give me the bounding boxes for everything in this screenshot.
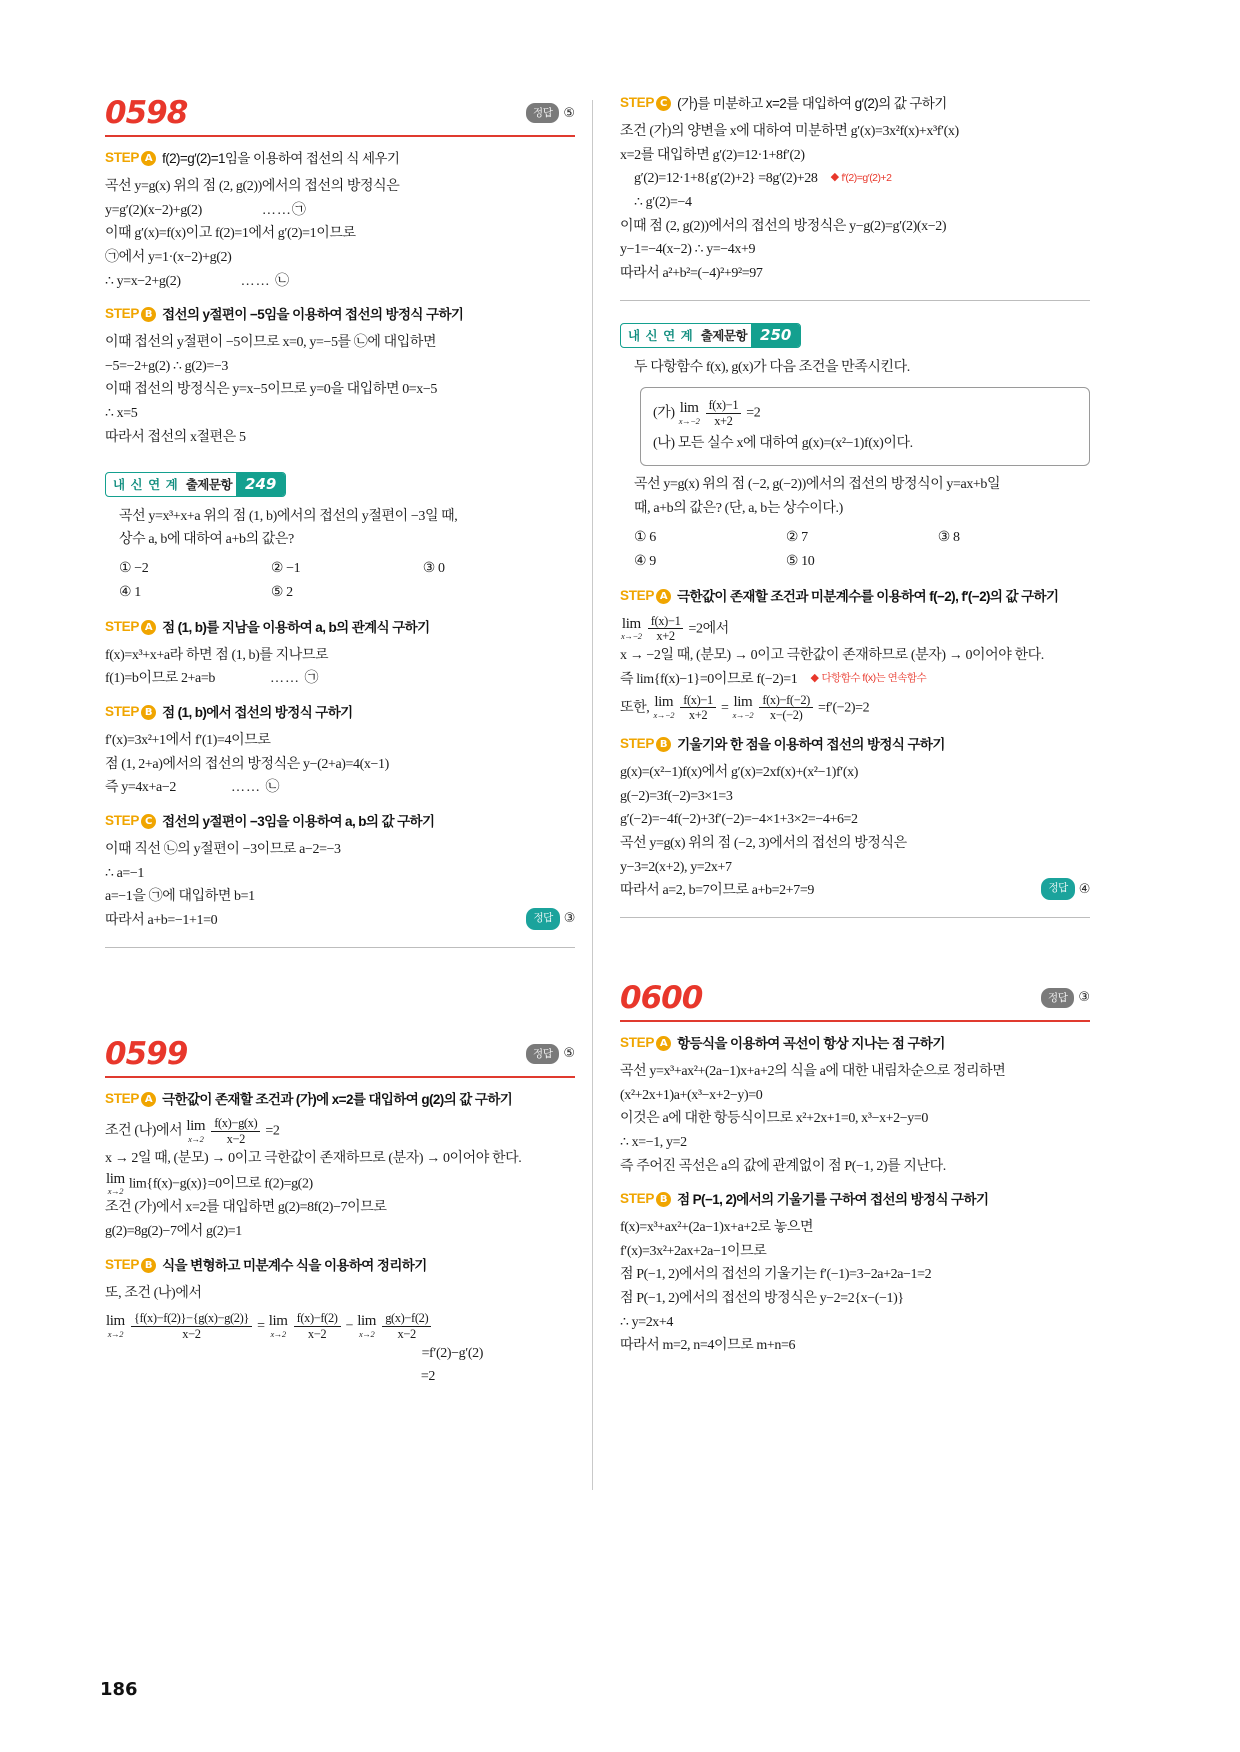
text-line: 따라서 m=2, n=4이므로 m+n=6 bbox=[620, 1338, 796, 1354]
step-word: STEP bbox=[620, 587, 655, 603]
step-tag bbox=[105, 1257, 156, 1273]
fraction: $\frac{f(x)-1}{x+2}$ bbox=[680, 693, 716, 724]
fraction: $\frac{f(x)-f(2)}{x-2}$ bbox=[294, 1311, 341, 1342]
step-b bbox=[105, 1257, 575, 1276]
answer-badge bbox=[526, 103, 575, 123]
naesin-body bbox=[634, 357, 1090, 575]
limit-operator: lim x→2 bbox=[357, 1313, 377, 1339]
section-rule bbox=[620, 917, 1090, 918]
text-line: x → −2일 때, (분모) → 0이고 극한값이 존재하므로 (분자) → 0이어야 한다. bbox=[620, 648, 1044, 664]
text-line: ∴ x=−1, y=2 bbox=[620, 1134, 687, 1150]
fraction: $\frac{g(x)-f(2)}{x-2}$ bbox=[382, 1311, 431, 1342]
problem-0598-header bbox=[105, 95, 575, 137]
answer-value: ③ bbox=[1078, 990, 1090, 1006]
answer-label: 정답 bbox=[526, 1044, 559, 1064]
step-badge: B bbox=[141, 705, 156, 720]
fraction: $\frac{f(x)-1}{x+2}$ bbox=[706, 398, 742, 429]
step-a bbox=[620, 588, 1090, 607]
step-title: 점 (1, b)에서 접선의 방정식 구하기 bbox=[162, 705, 353, 721]
fraction: $\frac{\{f(x)-f(2)\}-\{g(x)-g(2)\}}{x-2}$ bbox=[131, 1311, 252, 1342]
step-badge: B bbox=[141, 307, 156, 322]
fraction: $\frac{f(x)-g(x)}{x-2}$ bbox=[211, 1116, 260, 1147]
step-tag bbox=[620, 736, 671, 752]
text-line: y−3=2(x+2), y=2x+7 bbox=[620, 859, 732, 875]
question-line: 곡선 y=x³+x+a 위의 점 (1, b)에서의 접선의 y절편이 −3일 때, bbox=[119, 508, 458, 524]
text-line: 이때 접선의 방정식은 y=x−5이므로 y=0을 대입하면 0=x−5 bbox=[105, 382, 437, 398]
naesin-tag-2: 출제문항 bbox=[185, 478, 233, 492]
problem-number: 0600 bbox=[620, 979, 703, 1016]
step-tag bbox=[105, 813, 156, 829]
step-tag bbox=[105, 306, 156, 322]
limit-operator: lim x→−2 bbox=[732, 694, 754, 721]
text-line: 곡선 y=x³+ax²+(2a−1)x+a+2의 식을 a에 대한 내림차순으로 정리하면 bbox=[620, 1063, 1006, 1079]
answer-label: 정답 bbox=[1041, 988, 1074, 1008]
step-title: 식을 변형하고 미분계수 식을 이용하여 정리하기 bbox=[162, 1257, 427, 1273]
text-line: x=2를 대입하면 g′(2)=12·1+8f′(2) bbox=[620, 147, 805, 163]
naesin-header bbox=[620, 323, 801, 348]
step-a bbox=[105, 150, 575, 169]
step-word: STEP bbox=[620, 95, 655, 110]
step-word: STEP bbox=[105, 1090, 140, 1106]
choice-item[interactable]: ⑤ 10 bbox=[785, 554, 815, 570]
text-line: 이때 접선의 y절편이 −5이므로 x=0, y=−5를 ㉡에 대입하면 bbox=[105, 335, 437, 351]
text-line: f(x)=x³+x+a라 하면 점 (1, b)를 지나므로 bbox=[105, 647, 329, 663]
step-tag bbox=[620, 1035, 671, 1051]
text-line: 조건 (가)에서 x=2를 대입하면 g(2)=8f(2)−7이므로 bbox=[105, 1200, 387, 1216]
text-line: 또한, lim x→−2 $\frac{f(x)-1}{x+2}$ = lim x→−2 $\frac{f(x)-f(-2)}{x-(-2)}$ =f′(−2)=2 bbox=[620, 692, 870, 723]
formula: 따라서 a=2, b=7이므로 a+b=2+7=9 bbox=[620, 883, 814, 899]
step-badge: A bbox=[141, 151, 156, 166]
limit-operator: lim x→−2 bbox=[653, 694, 675, 721]
step-c bbox=[105, 813, 575, 832]
step-tag bbox=[620, 1191, 671, 1207]
step-badge: B bbox=[141, 1258, 156, 1273]
limit-operator: lim x→2 bbox=[186, 1118, 206, 1145]
step-tag bbox=[105, 704, 156, 720]
step-badge: C bbox=[656, 96, 671, 111]
text-line: ∴ a=−1 bbox=[105, 865, 145, 881]
callout-text: 다항함수 f(x)는 연속함수 bbox=[821, 672, 927, 685]
step-tag bbox=[620, 95, 671, 111]
text-line bbox=[620, 669, 1090, 692]
problem-0600 bbox=[620, 980, 1090, 1358]
text-line: 이때 점 (2, g(2))에서의 접선의 방정식은 y−g(2)=g′(2)(x−2) bbox=[620, 218, 947, 234]
section-rule bbox=[620, 300, 1090, 301]
text-line: ∴ y=2x+4 bbox=[620, 1314, 673, 1330]
text-line: 따라서 접선의 x절편은 5 bbox=[105, 429, 246, 445]
text-line: 조건 (나)에서 lim x→2 $\frac{f(x)-g(x)}{x-2}$ =2 bbox=[105, 1116, 280, 1147]
formula: 즉 lim{f(x)−1}=0이므로 f(−2)=1 bbox=[620, 671, 798, 687]
step-badge: B bbox=[656, 1192, 671, 1207]
step-title: 점 (1, b)를 지남을 이용하여 a, b의 관계식 구하기 bbox=[162, 619, 430, 635]
callout-note bbox=[810, 670, 926, 688]
naesin-250 bbox=[620, 323, 1090, 918]
text-line: g(x)=(x²−1)f(x)에서 g′(x)=2xf(x)+(x²−1)f′(x) bbox=[620, 764, 859, 780]
answer-badge bbox=[1041, 878, 1090, 900]
formula: g′(2)=12·1+8{g′(2)+2} =8g′(2)+28 bbox=[634, 171, 818, 187]
left-column bbox=[105, 95, 575, 1390]
text-line: (x²+2x+1)a+(x³−x+2−y)=0 bbox=[620, 1087, 763, 1103]
naesin-tag-1: 내 신 연 계 bbox=[628, 329, 694, 344]
question-line: 때, a+b의 값은? (단, a, b는 상수이다.) bbox=[634, 501, 843, 517]
step-a bbox=[105, 619, 575, 638]
text-line bbox=[105, 1172, 575, 1197]
step-a bbox=[105, 1091, 575, 1110]
answer-badge bbox=[526, 908, 575, 930]
text-line: −5=−2+g(2) ∴ g(2)=−3 bbox=[105, 358, 228, 374]
marker: ……㉠ bbox=[261, 202, 307, 218]
step-badge: A bbox=[656, 589, 671, 604]
limit-operator: lim x→2 bbox=[106, 1170, 125, 1197]
text-line bbox=[105, 910, 575, 933]
text-line: f′(x)=3x²+1에서 f′(1)=4이므로 bbox=[105, 732, 271, 748]
fraction: $\frac{f(x)-f(-2)}{x-(-2)}$ bbox=[759, 693, 813, 724]
choice-item[interactable]: ① 6 bbox=[634, 529, 656, 545]
limit-operator: lim x→2 bbox=[268, 1313, 288, 1339]
marker: …… ㉡ bbox=[240, 273, 291, 289]
text-line: ㉠에서 y=1·(x−2)+g(2) bbox=[105, 249, 232, 265]
callout-note bbox=[831, 169, 892, 187]
step-b bbox=[620, 1191, 1090, 1210]
naesin-number: 249 bbox=[236, 473, 285, 496]
text-line: ∴ g′(2)=−4 bbox=[634, 194, 692, 210]
answer-badge bbox=[1041, 988, 1090, 1008]
formula: 따라서 a+b=−1+1=0 bbox=[105, 912, 218, 928]
choice-list bbox=[634, 526, 1090, 575]
choice-item[interactable]: ③ 8 bbox=[937, 529, 960, 545]
limit-operator: lim x→−2 bbox=[678, 400, 700, 426]
choice-list bbox=[119, 557, 575, 606]
step-badge: B bbox=[656, 737, 671, 752]
step-word: STEP bbox=[105, 812, 140, 828]
step-c bbox=[620, 95, 1090, 114]
naesin-number: 250 bbox=[751, 324, 800, 347]
answer-value: ③ bbox=[563, 911, 575, 927]
step-b bbox=[620, 736, 1090, 755]
step-title: (가)를 미분하고 x=2를 대입하여 g′(2)의 값 구하기 bbox=[677, 96, 947, 111]
text-line: g′(−2)=−4f(−2)+3f′(−2)=−4×1+3×2=−4+6=2 bbox=[620, 812, 858, 828]
step-a bbox=[620, 1035, 1090, 1054]
text-line: 이때 직선 ㉡의 y절편이 −3이므로 a−2=−3 bbox=[105, 841, 341, 857]
problem-0599-header bbox=[105, 1036, 575, 1078]
condition-label: (가) bbox=[653, 405, 675, 421]
step-title: 접선의 y절편이 −5임을 이용하여 접선의 방정식 구하기 bbox=[162, 307, 464, 323]
step-tag bbox=[105, 1091, 156, 1107]
text-line: 또, 조건 (나)에서 bbox=[105, 1285, 202, 1301]
formula: f(1)=b이므로 2+a=b bbox=[105, 671, 215, 687]
callout-text: f′(2)=g′(2)+2 bbox=[841, 171, 892, 184]
text-line: y−1=−4(x−2) ∴ y=−4x+9 bbox=[620, 242, 756, 258]
arrow-icon: ◆ bbox=[810, 671, 819, 684]
condition-a: (가) lim x→−2 $\frac{f(x)-1}{x+2}$ =2 bbox=[653, 398, 761, 429]
text-line: =f′(2)−g′(2) bbox=[421, 1345, 483, 1361]
step-word: STEP bbox=[105, 306, 140, 322]
question-line: 상수 a, b에 대하여 a+b의 값은? bbox=[119, 532, 294, 548]
problem-0598 bbox=[105, 95, 575, 450]
answer-value: ⑤ bbox=[563, 1046, 575, 1062]
marker: …… ㉠ bbox=[269, 671, 320, 687]
text-line bbox=[105, 668, 575, 691]
text-line: 이때 g′(x)=f(x)이고 f(2)=1에서 g′(2)=1이므로 bbox=[105, 226, 356, 242]
problem-number: 0598 bbox=[105, 95, 188, 131]
answer-value: ⑤ bbox=[563, 105, 575, 121]
text-line: ∴ x=5 bbox=[105, 406, 138, 422]
text-line: a=−1을 ㉠에 대입하면 b=1 bbox=[105, 889, 255, 905]
formula: ∴ y=x−2+g(2) bbox=[105, 273, 181, 289]
problem-0598-continued bbox=[620, 95, 1090, 301]
text-line bbox=[105, 777, 575, 800]
step-tag bbox=[105, 619, 156, 635]
step-title: 점 P(−1, 2)에서의 기울기를 구하여 접선의 방정식 구하기 bbox=[677, 1192, 989, 1208]
text-line: 점 P(−1, 2)에서의 접선의 기울기는 f′(−1)=3−2a+2a−1=2 bbox=[620, 1267, 932, 1283]
text-line: g(2)=8g(2)−7에서 g(2)=1 bbox=[105, 1223, 242, 1239]
right-column bbox=[620, 95, 1090, 1359]
condition-box bbox=[640, 387, 1090, 466]
problem-0600-header bbox=[620, 980, 1090, 1022]
naesin-body bbox=[119, 506, 575, 606]
condition-b: (나) 모든 실수 x에 대하여 g(x)=(x²−1)f(x)이다. bbox=[653, 435, 913, 451]
text-line bbox=[620, 880, 1090, 903]
text-line: 곡선 y=g(x) 위의 점 (2, g(2))에서의 접선의 방정식은 bbox=[105, 178, 400, 194]
step-title: 극한값이 존재할 조건과 미분계수를 이용하여 f(−2), f′(−2)의 값 구하기 bbox=[677, 588, 1059, 604]
step-word: STEP bbox=[105, 618, 140, 634]
limit-operator: lim x→2 bbox=[106, 1313, 125, 1339]
text-line bbox=[634, 168, 1090, 191]
naesin-tag-1: 내 신 연 계 bbox=[113, 478, 179, 492]
step-badge: A bbox=[656, 1036, 671, 1051]
step-word: STEP bbox=[620, 1034, 655, 1050]
text-line: lim x→2 $\frac{\{f(x)-f(2)\}-\{g(x)-g(2)\}}{x-2}$ = lim x→2 $\frac{f(x)-f(2)}{x-2}$ − lim x→2 $\frac{g(x)-f(2)}{x-2}$ bbox=[105, 1311, 575, 1342]
formula: y=g′(2)(x−2)+g(2) bbox=[105, 202, 202, 218]
step-badge: C bbox=[141, 814, 156, 829]
marker: …… ㉡ bbox=[230, 780, 281, 796]
step-b bbox=[105, 306, 575, 325]
text-line: 따라서 a²+b²=(−4)²+9²=97 bbox=[620, 265, 763, 281]
choice-item[interactable]: ③ 0 bbox=[422, 560, 445, 576]
text-line: x → 2일 때, (분모) → 0이고 극한값이 존재하므로 (분자) → 0이어야 한다. bbox=[105, 1150, 522, 1166]
limit-operator: lim x→−2 bbox=[621, 615, 642, 642]
choice-item[interactable]: ② −1 bbox=[270, 560, 301, 576]
step-word: STEP bbox=[620, 1191, 655, 1207]
choice-item[interactable]: ① −2 bbox=[119, 560, 149, 576]
formula: lim{f(x)−g(x)}=0이므로 f(2)=g(2) bbox=[128, 1176, 313, 1192]
step-badge: A bbox=[141, 1092, 156, 1107]
text-line: g(−2)=3f(−2)=3×1=3 bbox=[620, 788, 733, 804]
text-line: 즉 주어진 곡선은 a의 값에 관계없이 점 P(−1, 2)를 지난다. bbox=[620, 1158, 946, 1174]
choice-item[interactable]: ② 7 bbox=[785, 529, 808, 545]
step-word: STEP bbox=[105, 150, 140, 165]
step-title: 접선의 y절편이 −3임을 이용하여 a, b의 값 구하기 bbox=[162, 813, 435, 829]
fraction: $\frac{f(x)-1}{x+2}$ bbox=[648, 614, 684, 645]
choice-item[interactable]: ⑤ 2 bbox=[270, 585, 293, 601]
text-line: f′(x)=3x²+2ax+2a−1이므로 bbox=[620, 1243, 767, 1259]
formula: 조건 (나)에서 bbox=[105, 1123, 183, 1139]
naesin-header bbox=[105, 472, 286, 497]
text-line: 점 (1, 2+a)에서의 접선의 방정식은 y−(2+a)=4(x−1) bbox=[105, 756, 389, 772]
text-line bbox=[105, 271, 575, 294]
problem-number: 0599 bbox=[105, 1035, 188, 1072]
question-line: 곡선 y=g(x) 위의 점 (−2, g(−2))에서의 접선의 방정식이 y=ax+b일 bbox=[634, 477, 1001, 493]
naesin-tag-2: 출제문항 bbox=[700, 329, 748, 344]
step-tag bbox=[105, 150, 156, 166]
answer-value: ④ bbox=[1078, 881, 1090, 897]
page-number: 186 bbox=[100, 1679, 138, 1700]
step-word: STEP bbox=[105, 704, 140, 720]
question-intro: 두 다항함수 f(x), g(x)가 다음 조건을 만족시킨다. bbox=[634, 359, 910, 375]
formula: 또한, bbox=[620, 699, 650, 715]
choice-item[interactable]: ④ 9 bbox=[634, 554, 656, 570]
choice-item[interactable]: ④ 1 bbox=[119, 585, 141, 601]
step-b bbox=[105, 704, 575, 723]
section-rule bbox=[105, 947, 575, 948]
arrow-icon: ◆ bbox=[830, 171, 839, 184]
text-line: =2 bbox=[420, 1369, 435, 1385]
text-line: 조건 (가)의 양변을 x에 대하여 미분하면 g′(x)=3x²f(x)+x³f′(x) bbox=[620, 123, 959, 139]
text-line: 이것은 a에 대한 항등식이므로 x²+2x+1=0, x³−x+2−y=0 bbox=[620, 1111, 928, 1127]
text-line: lim x→−2 $\frac{f(x)-1}{x+2}$ =2에서 bbox=[621, 613, 729, 644]
answer-badge bbox=[526, 1044, 575, 1064]
answer-label: 정답 bbox=[1041, 878, 1074, 900]
answer-label: 정답 bbox=[526, 103, 559, 123]
problem-0599 bbox=[105, 1036, 575, 1389]
answer-label: 정답 bbox=[526, 908, 559, 930]
step-word: STEP bbox=[620, 736, 655, 752]
step-title: 기울기와 한 점을 이용하여 접선의 방정식 구하기 bbox=[677, 737, 945, 753]
naesin-249 bbox=[105, 472, 575, 948]
column-divider bbox=[592, 100, 593, 1490]
text-line: 점 P(−1, 2)에서의 접선의 방정식은 y−2=2{x−(−1)} bbox=[620, 1291, 904, 1307]
text-line bbox=[105, 200, 575, 223]
formula: 즉 y=4x+a−2 bbox=[105, 780, 176, 796]
step-title: f(2)=g′(2)=1임을 이용하여 접선의 식 세우기 bbox=[162, 151, 400, 166]
step-badge: A bbox=[141, 620, 156, 635]
step-word: STEP bbox=[105, 1256, 140, 1272]
step-tag bbox=[620, 588, 671, 604]
text-line: f(x)=x³+ax²+(2a−1)x+a+2로 놓으면 bbox=[620, 1220, 814, 1236]
text-line: 곡선 y=g(x) 위의 점 (−2, 3)에서의 접선의 방정식은 bbox=[620, 835, 907, 851]
step-title: 항등식을 이용하여 곡선이 항상 지나는 점 구하기 bbox=[677, 1035, 945, 1051]
step-title: 극한값이 존재할 조건과 (가)에 x=2를 대입하여 g(2)의 값 구하기 bbox=[162, 1091, 513, 1107]
